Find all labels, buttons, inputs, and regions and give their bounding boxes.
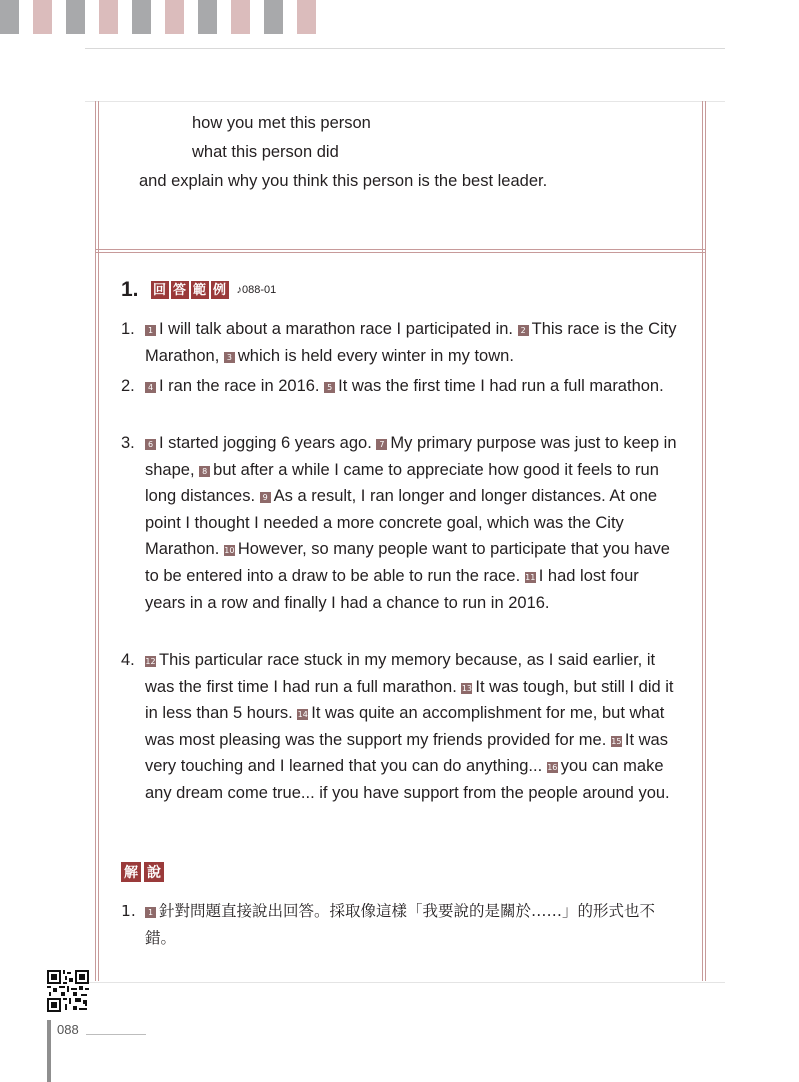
section-number: 1. bbox=[121, 278, 139, 301]
stripe bbox=[33, 0, 52, 34]
sentence-badge: 8 bbox=[199, 466, 210, 477]
question-instruction: and explain why you think this person is the best leader. bbox=[139, 172, 548, 190]
sentence-badge: 5 bbox=[324, 382, 335, 393]
audio-track-label: ♪088-01 bbox=[236, 284, 277, 296]
sentence: This particular race stuck in my memory because, as I said earlier, it was the first time I had run a full marathon. bbox=[145, 651, 656, 696]
sentence-badge: 9 bbox=[260, 492, 271, 503]
frame-border bbox=[705, 101, 706, 981]
sentence-badge: 6 bbox=[145, 439, 156, 450]
page-edge-bar bbox=[47, 1020, 51, 1082]
sentence: It was very touching and I learned that you can do anything... bbox=[145, 730, 668, 776]
section-heading bbox=[121, 278, 276, 302]
stripe bbox=[264, 0, 283, 34]
page-number: 088 bbox=[57, 1022, 79, 1037]
page-number-rule bbox=[86, 1034, 146, 1035]
bottom-rule bbox=[85, 982, 725, 983]
sentence: It was tough, but still I did it in less than 5 hours. bbox=[145, 677, 674, 723]
sentence-badge: 12 bbox=[145, 657, 156, 666]
sentence-badge: 10 bbox=[224, 546, 235, 556]
stripe bbox=[99, 0, 118, 34]
header-stripes bbox=[0, 0, 330, 34]
paragraph-body bbox=[145, 430, 681, 616]
answer-paragraph bbox=[121, 373, 681, 400]
sentence: you can make any dream come true... if you have support from the people around you. bbox=[145, 757, 670, 802]
explanation-number: 1. bbox=[121, 902, 136, 920]
frame-border bbox=[702, 101, 703, 981]
paragraph-body bbox=[145, 647, 681, 807]
stripe bbox=[66, 0, 85, 34]
frame-divider bbox=[95, 249, 706, 250]
sentence: I had lost four years in a row and finally I had a chance to run in 2016. bbox=[145, 566, 639, 612]
sentence: but after a while I came to appreciate how good it feels to run long distances. bbox=[145, 460, 659, 506]
heading-char: 答 bbox=[171, 281, 189, 299]
sentence-badge: 2 bbox=[518, 325, 529, 336]
stripe bbox=[297, 0, 316, 34]
paragraph-number: 2. bbox=[121, 377, 135, 395]
explanation-item bbox=[121, 898, 681, 952]
frame-border bbox=[98, 101, 99, 981]
sentence: I will talk about a marathon race I participated in. bbox=[159, 320, 514, 338]
sentence: which is held every winter in my town. bbox=[237, 346, 514, 365]
sentence-badge: 7 bbox=[376, 439, 387, 450]
sentence-badge: 14 bbox=[297, 710, 308, 720]
top-panel bbox=[85, 48, 725, 102]
paragraph-body bbox=[145, 316, 681, 369]
paragraph-number: 4. bbox=[121, 651, 135, 669]
sentence-badge: 4 bbox=[145, 382, 156, 393]
stripe bbox=[198, 0, 217, 34]
sentence: However, so many people want to participate that you have to be entered into a draw to be able to run the race. bbox=[145, 540, 670, 585]
sentence: My primary purpose was just to keep in shape, bbox=[145, 434, 677, 479]
stripe bbox=[165, 0, 184, 34]
sentence-badge: 15 bbox=[611, 736, 622, 746]
qr-code-icon[interactable] bbox=[47, 970, 89, 1012]
heading-char: 解 bbox=[121, 862, 141, 882]
heading-char: 說 bbox=[144, 862, 164, 882]
sentence-badge: 11 bbox=[525, 572, 536, 582]
sentence: It was quite an accomplishment for me, but what was most pleasing was the support my friends provided for me. bbox=[145, 704, 665, 749]
sentence: As a result, I ran longer and longer distances. At one point I thought I needed a more concrete goal, which was the City Marathon. bbox=[145, 487, 658, 559]
stripe bbox=[132, 0, 151, 34]
explanation-heading bbox=[121, 862, 167, 882]
sentence: It was the first time I had run a full marathon. bbox=[338, 377, 664, 395]
answer-paragraph bbox=[121, 647, 681, 807]
frame-border bbox=[95, 101, 96, 981]
sentence-badge: 16 bbox=[547, 763, 558, 773]
sentence: This race is the City Marathon, bbox=[145, 320, 677, 365]
stripe bbox=[231, 0, 250, 34]
sentence: I started jogging 6 years ago. bbox=[159, 434, 372, 452]
question-line: how you met this person bbox=[192, 114, 371, 132]
sentence-badge: 13 bbox=[461, 683, 472, 693]
sentence-badge: 3 bbox=[224, 352, 235, 363]
stripe bbox=[0, 0, 19, 34]
paragraph-number: 1. bbox=[121, 320, 135, 338]
frame-divider bbox=[95, 252, 706, 253]
sentence-badge: 1 bbox=[145, 907, 156, 918]
answer-paragraph bbox=[121, 430, 681, 616]
heading-char: 例 bbox=[211, 281, 229, 299]
question-line: what this person did bbox=[192, 143, 339, 161]
heading-char: 回 bbox=[151, 281, 169, 299]
heading-char: 範 bbox=[191, 281, 209, 299]
sentence-badge: 1 bbox=[145, 325, 156, 336]
sentence: I ran the race in 2016. bbox=[159, 377, 320, 395]
explanation-body bbox=[145, 898, 681, 952]
paragraph-number: 3. bbox=[121, 434, 135, 452]
paragraph-body bbox=[145, 373, 681, 400]
explanation-text: 針對問題直接說出回答。採取像這樣「我要說的是關於……」的形式也不錯。 bbox=[145, 902, 656, 947]
answer-paragraph bbox=[121, 316, 681, 369]
